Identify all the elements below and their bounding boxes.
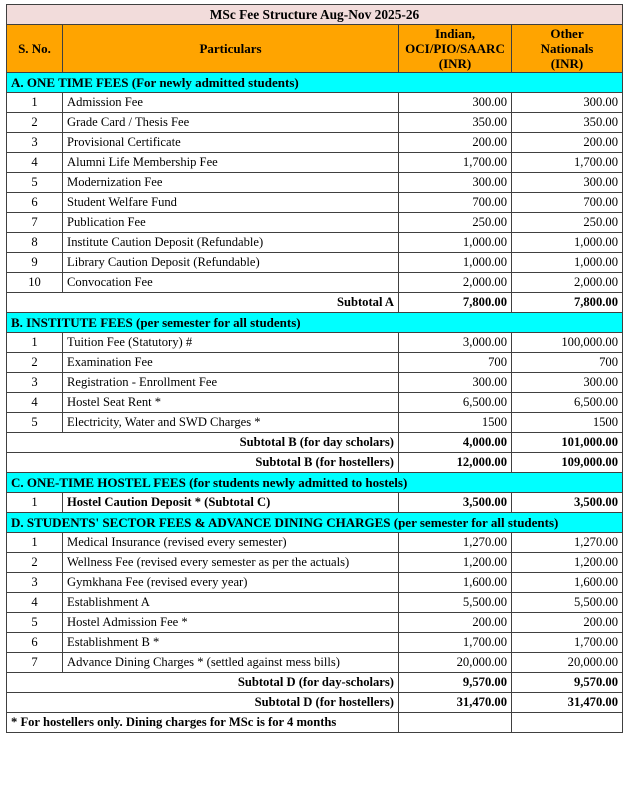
- row-amount-other: 350.00: [512, 113, 623, 133]
- table-row: [7, 333, 623, 353]
- row-serial-number: 10: [7, 273, 63, 293]
- table-row: [7, 653, 623, 673]
- column-header-row: [7, 25, 623, 73]
- table-row: [7, 153, 623, 173]
- row-serial-number: 4: [7, 593, 63, 613]
- subtotal-amount-indian: 4,000.00: [399, 433, 512, 453]
- row-amount-other: 6,500.00: [512, 393, 623, 413]
- row-amount-indian: 6,500.00: [399, 393, 512, 413]
- column-header-indian: [399, 25, 512, 73]
- title-row: [7, 5, 623, 25]
- row-serial-number: 3: [7, 133, 63, 153]
- column-header-other-line2: Nationals: [540, 41, 594, 57]
- column-header-indian-line3: (INR): [438, 56, 472, 72]
- table-row: [7, 593, 623, 613]
- row-particular: Wellness Fee (revised every semester as per the actuals): [63, 553, 399, 573]
- table-row: [7, 393, 623, 413]
- row-particular: Provisional Certificate: [63, 133, 399, 153]
- table-row: [7, 413, 623, 433]
- row-amount-other: 1,000.00: [512, 233, 623, 253]
- section-heading: A. ONE TIME FEES (For newly admitted students): [7, 73, 623, 93]
- row-serial-number: 1: [7, 333, 63, 353]
- row-particular: Gymkhana Fee (revised every year): [63, 573, 399, 593]
- row-amount-other: 1,700.00: [512, 153, 623, 173]
- row-serial-number: 4: [7, 393, 63, 413]
- row-serial-number: 5: [7, 413, 63, 433]
- row-amount-indian: 5,500.00: [399, 593, 512, 613]
- table-row: [7, 253, 623, 273]
- row-amount-indian: 1,600.00: [399, 573, 512, 593]
- table-row: [7, 113, 623, 133]
- row-particular: Examination Fee: [63, 353, 399, 373]
- document-title: MSc Fee Structure Aug-Nov 2025-26: [7, 5, 623, 25]
- section-heading: C. ONE-TIME HOSTEL FEES (for students newly admitted to hostels): [7, 473, 623, 493]
- row-particular: Admission Fee: [63, 93, 399, 113]
- subtotal-amount-indian: 7,800.00: [399, 293, 512, 313]
- row-amount-other: 700.00: [512, 193, 623, 213]
- row-particular: Medical Insurance (revised every semester): [63, 533, 399, 553]
- row-amount-other: 200.00: [512, 613, 623, 633]
- table-row: [7, 213, 623, 233]
- row-particular: Institute Caution Deposit (Refundable): [63, 233, 399, 253]
- row-particular: Electricity, Water and SWD Charges *: [63, 413, 399, 433]
- footnote-row: [7, 713, 623, 733]
- row-amount-indian: 300.00: [399, 93, 512, 113]
- section-heading-row: [7, 73, 623, 93]
- row-amount-other: 700: [512, 353, 623, 373]
- row-serial-number: 8: [7, 233, 63, 253]
- subtotal-label: Subtotal D (for hostellers): [7, 693, 399, 713]
- table-row: [7, 373, 623, 393]
- row-amount-other: 1500: [512, 413, 623, 433]
- column-header-sno: S. No.: [7, 25, 63, 73]
- table-body: [7, 5, 623, 73]
- row-amount-indian: 1,000.00: [399, 253, 512, 273]
- table-row: [7, 133, 623, 153]
- row-amount-other: 2,000.00: [512, 273, 623, 293]
- row-amount-other: 1,000.00: [512, 253, 623, 273]
- section-heading: D. STUDENTS' SECTOR FEES & ADVANCE DINING CHARGES (per semester for all students): [7, 513, 623, 533]
- row-amount-indian: 3,000.00: [399, 333, 512, 353]
- subtotal-label: Subtotal A: [7, 293, 399, 313]
- subtotal-amount-indian: 9,570.00: [399, 673, 512, 693]
- row-amount-indian: 300.00: [399, 173, 512, 193]
- row-amount-indian: 700.00: [399, 193, 512, 213]
- row-amount-other: 300.00: [512, 93, 623, 113]
- subtotal-amount-other: 7,800.00: [512, 293, 623, 313]
- table-row: [7, 233, 623, 253]
- row-particular: Hostel Caution Deposit * (Subtotal C): [63, 493, 399, 513]
- row-amount-indian: 1,270.00: [399, 533, 512, 553]
- row-amount-other: 20,000.00: [512, 653, 623, 673]
- row-serial-number: 5: [7, 173, 63, 193]
- footnote-text: * For hostellers only. Dining charges for MSc is for 4 months: [7, 713, 399, 733]
- row-amount-other: 5,500.00: [512, 593, 623, 613]
- row-serial-number: 2: [7, 553, 63, 573]
- row-serial-number: 3: [7, 373, 63, 393]
- row-amount-other: 1,270.00: [512, 533, 623, 553]
- row-amount-other: 1,200.00: [512, 553, 623, 573]
- footnote-empty-indian: [399, 713, 512, 733]
- row-particular: Library Caution Deposit (Refundable): [63, 253, 399, 273]
- row-serial-number: 1: [7, 493, 63, 513]
- row-amount-indian: 2,000.00: [399, 273, 512, 293]
- footnote-empty-other: [512, 713, 623, 733]
- row-serial-number: 9: [7, 253, 63, 273]
- section-heading: B. INSTITUTE FEES (per semester for all students): [7, 313, 623, 333]
- subtotal-label: Subtotal D (for day-scholars): [7, 673, 399, 693]
- row-amount-other: 300.00: [512, 373, 623, 393]
- row-serial-number: 1: [7, 533, 63, 553]
- subtotal-amount-other: 9,570.00: [512, 673, 623, 693]
- subtotal-amount-indian: 12,000.00: [399, 453, 512, 473]
- subtotal-row: [7, 453, 623, 473]
- row-particular: Establishment A: [63, 593, 399, 613]
- column-header-indian-line2: OCI/PIO/SAARC: [405, 41, 505, 57]
- subtotal-row: [7, 673, 623, 693]
- column-header-other-line1: Other: [550, 26, 584, 41]
- row-particular: Registration - Enrollment Fee: [63, 373, 399, 393]
- row-serial-number: 7: [7, 653, 63, 673]
- section-heading-row: [7, 473, 623, 493]
- fee-structure-table: [6, 4, 623, 733]
- table-row: [7, 93, 623, 113]
- section-heading-row: [7, 313, 623, 333]
- row-particular: Student Welfare Fund: [63, 193, 399, 213]
- row-serial-number: 3: [7, 573, 63, 593]
- subtotal-amount-other: 109,000.00: [512, 453, 623, 473]
- row-amount-indian: 20,000.00: [399, 653, 512, 673]
- row-amount-indian: 1,700.00: [399, 153, 512, 173]
- row-amount-other: 250.00: [512, 213, 623, 233]
- row-particular: Hostel Admission Fee *: [63, 613, 399, 633]
- row-amount-indian: 200.00: [399, 133, 512, 153]
- row-particular: Alumni Life Membership Fee: [63, 153, 399, 173]
- sections-container: [7, 73, 623, 713]
- table-row: [7, 553, 623, 573]
- section-heading-row: [7, 513, 623, 533]
- table-row: [7, 573, 623, 593]
- subtotal-amount-other: 101,000.00: [512, 433, 623, 453]
- row-amount-other: 3,500.00: [512, 493, 623, 513]
- row-serial-number: 4: [7, 153, 63, 173]
- column-header-other: [512, 25, 623, 73]
- subtotal-label: Subtotal B (for day scholars): [7, 433, 399, 453]
- row-amount-other: 200.00: [512, 133, 623, 153]
- subtotal-amount-other: 31,470.00: [512, 693, 623, 713]
- row-amount-indian: 200.00: [399, 613, 512, 633]
- column-header-particulars: Particulars: [63, 25, 399, 73]
- row-particular: Modernization Fee: [63, 173, 399, 193]
- subtotal-row: [7, 693, 623, 713]
- row-serial-number: 7: [7, 213, 63, 233]
- row-amount-indian: 700: [399, 353, 512, 373]
- row-serial-number: 6: [7, 193, 63, 213]
- subtotal-label: Subtotal B (for hostellers): [7, 453, 399, 473]
- row-amount-other: 300.00: [512, 173, 623, 193]
- row-amount-indian: 3,500.00: [399, 493, 512, 513]
- row-serial-number: 6: [7, 633, 63, 653]
- table-row: [7, 613, 623, 633]
- footnote-body: [7, 713, 623, 733]
- column-header-other-line3: (INR): [550, 56, 584, 72]
- table-row: [7, 493, 623, 513]
- row-amount-other: 1,700.00: [512, 633, 623, 653]
- row-particular: Publication Fee: [63, 213, 399, 233]
- row-amount-other: 1,600.00: [512, 573, 623, 593]
- row-amount-indian: 1,200.00: [399, 553, 512, 573]
- row-particular: Convocation Fee: [63, 273, 399, 293]
- table-row: [7, 273, 623, 293]
- table-row: [7, 353, 623, 373]
- row-particular: Tuition Fee (Statutory) #: [63, 333, 399, 353]
- subtotal-row: [7, 433, 623, 453]
- row-amount-other: 100,000.00: [512, 333, 623, 353]
- subtotal-row: [7, 293, 623, 313]
- row-particular: Advance Dining Charges * (settled against mess bills): [63, 653, 399, 673]
- row-amount-indian: 300.00: [399, 373, 512, 393]
- row-particular: Establishment B *: [63, 633, 399, 653]
- subtotal-amount-indian: 31,470.00: [399, 693, 512, 713]
- row-amount-indian: 350.00: [399, 113, 512, 133]
- row-amount-indian: 1500: [399, 413, 512, 433]
- row-amount-indian: 1,000.00: [399, 233, 512, 253]
- row-amount-indian: 1,700.00: [399, 633, 512, 653]
- row-particular: Grade Card / Thesis Fee: [63, 113, 399, 133]
- table-row: [7, 533, 623, 553]
- row-serial-number: 5: [7, 613, 63, 633]
- table-row: [7, 193, 623, 213]
- table-row: [7, 173, 623, 193]
- table-row: [7, 633, 623, 653]
- column-header-indian-line1: Indian,: [434, 26, 476, 41]
- row-serial-number: 1: [7, 93, 63, 113]
- row-serial-number: 2: [7, 113, 63, 133]
- row-serial-number: 2: [7, 353, 63, 373]
- row-particular: Hostel Seat Rent *: [63, 393, 399, 413]
- row-amount-indian: 250.00: [399, 213, 512, 233]
